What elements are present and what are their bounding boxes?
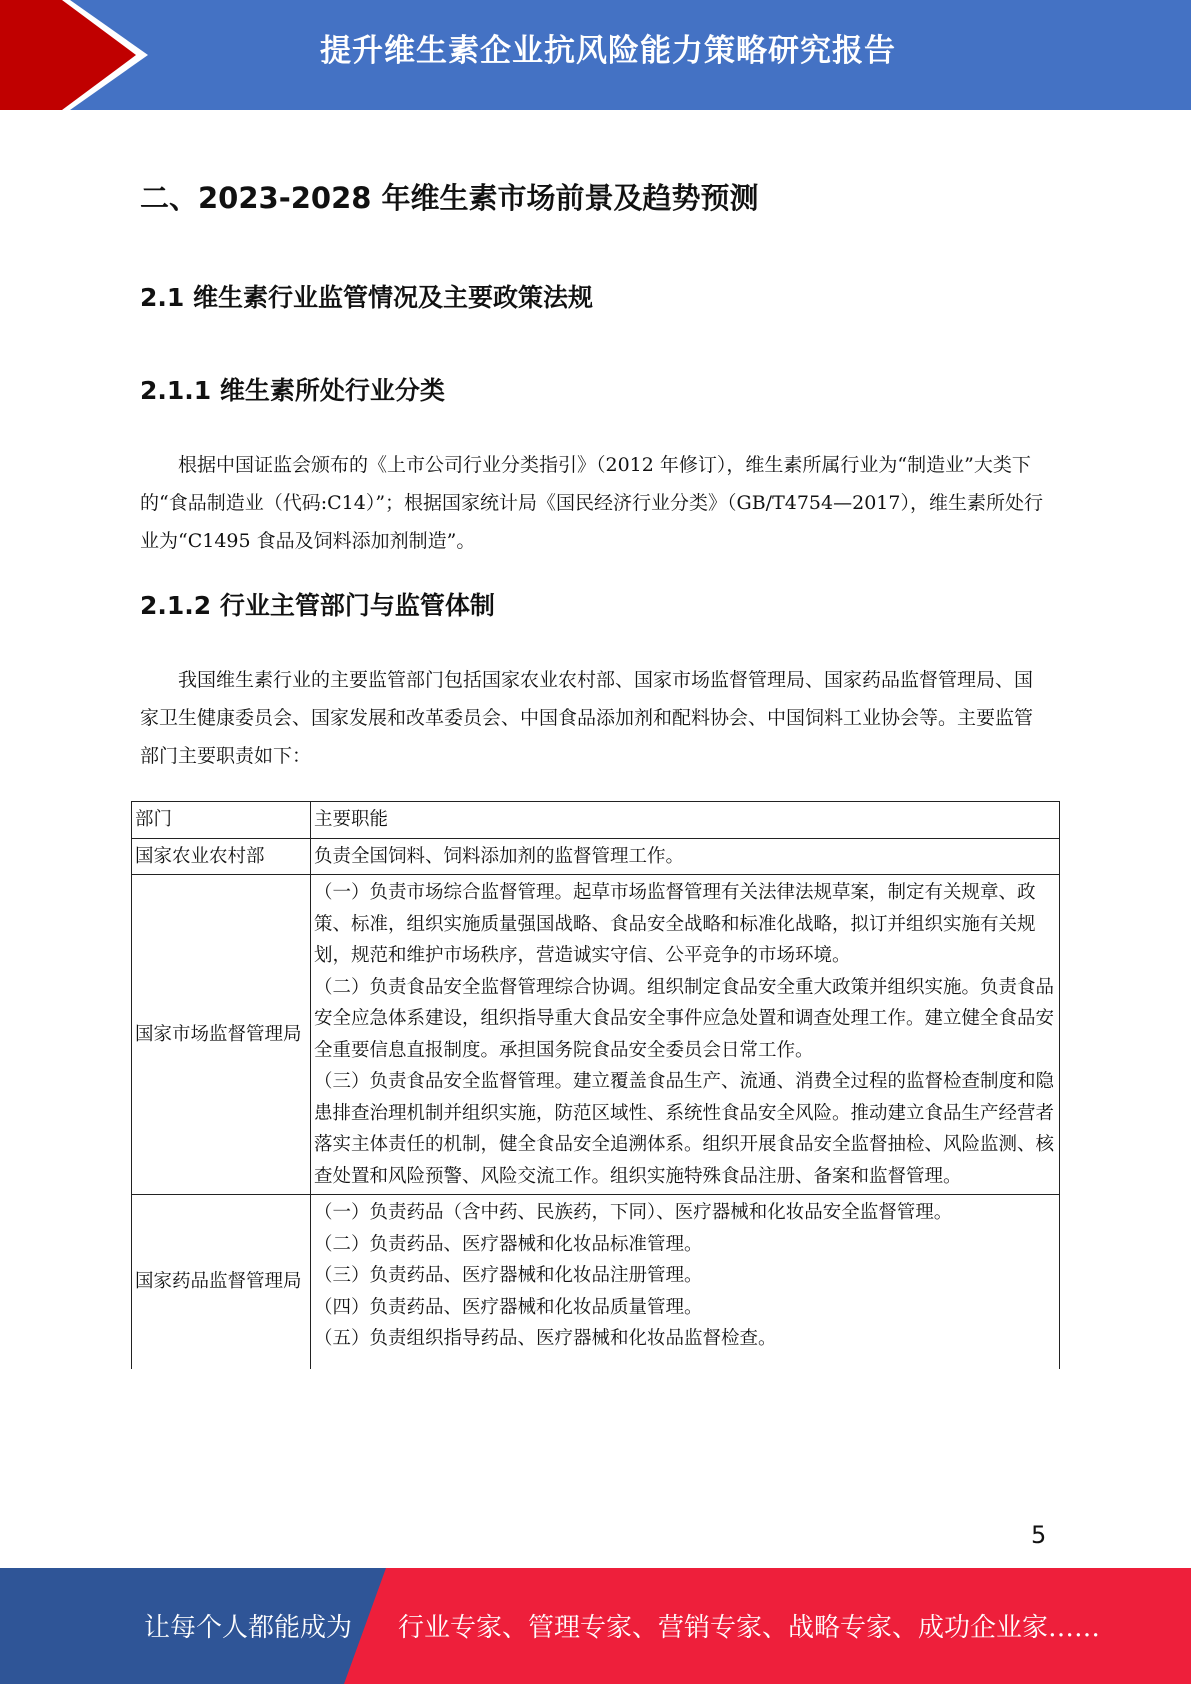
table-header-dept: 部门 [132,802,311,839]
duty-item: （三）负责食品安全监督管理。建立覆盖食品生产、流通、消费全过程的监督检查制度和隐患排查治理机制并组织实施，防范区域性、系统性食品安全风险。推动建立食品生产经营者落实主体责任的机制，健全食品安全追溯体系。组织开展食品安全监督抽检、风险监测、核查处置和风险预警、风险交流工作。组织实施特殊食品注册、备案和监督管理。 [314,1071,1055,1187]
dept-cell: 国家市场监督管理局 [132,875,311,1195]
subsubsection-heading-1: 2.1.1 维生素所处行业分类 [140,376,445,405]
table-row [132,838,1060,875]
duty-item: （三）负责药品、医疗器械和化妆品注册管理。 [314,1265,703,1286]
table-header-row [132,802,1060,839]
duty-item: （二）负责食品安全监督管理综合协调。组织制定食品安全重大政策并组织实施。负责食品安全应急体系建设，组织指导重大食品安全事件应急处置和调查处理工作。建立健全食品安全重要信息直报制度。承担国务院食品安全委员会日常工作。 [314,976,1055,1061]
subsection-heading: 2.1 维生素行业监管情况及主要政策法规 [140,283,593,312]
duty-item: （一）负责药品（含中药、民族药，下同）、医疗器械和化妆品安全监督管理。 [314,1202,953,1223]
table-row [132,1195,1060,1369]
duties-cell [311,1195,1060,1369]
paragraph-industry-classification: 根据中国证监会颁布的《上市公司行业分类指引》（2012 年修订），维生素所属行业为“制造业”大类下的“食品制造业（代码:C14）”；根据国家统计局《国民经济行业分类》（GB/T4754—2017），维生素所处行业为“C1495 食品及饲料添加剂制造”。 [140,454,1043,552]
dept-cell: 国家药品监督管理局 [132,1195,311,1369]
header-title: 提升维生素企业抗风险能力策略研究报告 [320,33,896,69]
subsubsection-heading-2: 2.1.2 行业主管部门与监管体制 [140,591,495,620]
paragraph-regulators: 我国维生素行业的主要监管部门包括国家农业农村部、国家市场监督管理局、国家药品监督管理局、国家卫生健康委员会、国家发展和改革委员会、中国食品添加剂和配料协会、中国饲料工业协会等。主要监管部门主要职责如下： [140,669,1034,767]
regulator-table [131,801,1060,1369]
section-heading: 二、2023-2028 年维生素市场前景及趋势预测 [140,181,759,215]
table-row [132,875,1060,1195]
duties-cell [311,875,1060,1195]
duty-item: （二）负责药品、医疗器械和化妆品标准管理。 [314,1233,703,1255]
header-chevron-icon [0,0,160,110]
duty-item: 负责全国饲料、饲料添加剂的监督管理工作。 [314,845,685,867]
duty-item: （四）负责药品、医疗器械和化妆品质量管理。 [314,1296,703,1318]
duty-item: （一）负责市场综合监督管理。起草市场监督管理有关法律法规草案，制定有关规章、政策、标准，组织实施质量强国战略、食品安全战略和标准化战略，拟订并组织实施有关规划，规范和维护市场秩序，营造诚实守信、公平竞争的市场环境。 [314,882,1036,966]
table-header-duties: 主要职能 [311,802,1060,839]
duties-cell [311,838,1060,875]
header-bar [0,0,1191,110]
footer-slogan-right: 行业专家、管理专家、营销专家、战略专家、成功企业家…… [398,1613,1101,1643]
dept-cell: 国家农业农村部 [132,838,311,875]
duty-item: （五）负责组织指导药品、医疗器械和化妆品监督检查。 [314,1328,777,1349]
footer-slogan-left: 让每个人都能成为 [144,1613,353,1643]
page-number: 5 [1031,1521,1047,1549]
